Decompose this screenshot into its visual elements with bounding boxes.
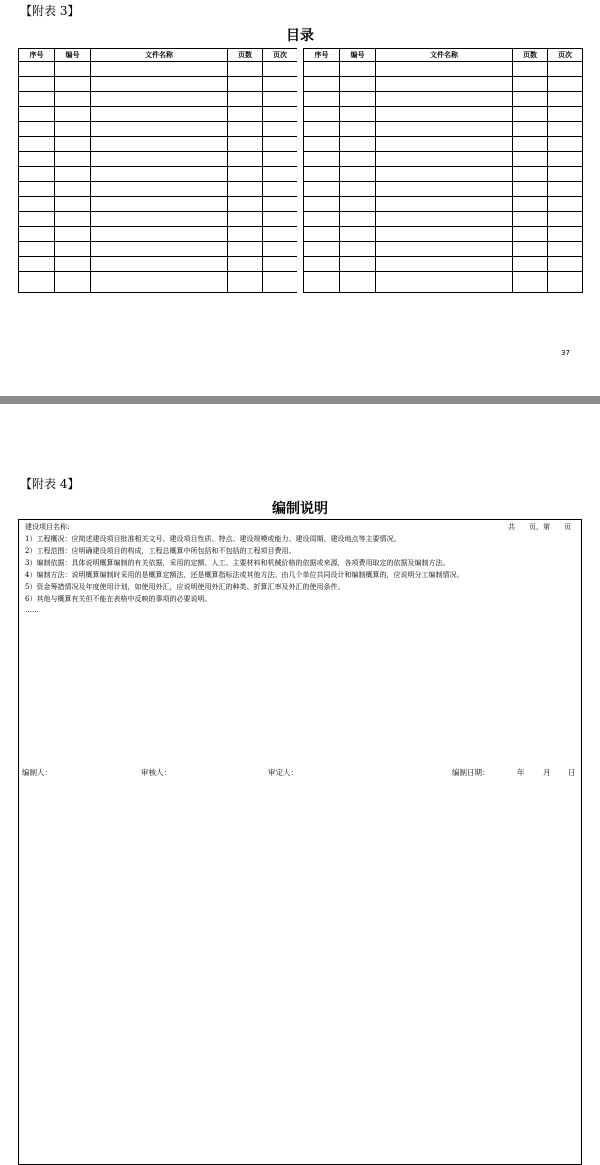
page-info: 共 页，第 页 (508, 523, 571, 531)
table-cell (304, 107, 340, 122)
catalog-table-left (18, 48, 298, 293)
table-cell (513, 137, 548, 152)
table-cell (91, 122, 228, 137)
table-cell (548, 77, 583, 92)
table-cell (91, 62, 228, 77)
date-day: 日 (568, 768, 576, 777)
table-cell (91, 257, 228, 272)
table-cell (91, 197, 228, 212)
table-cell (55, 197, 91, 212)
table-cell (340, 152, 376, 167)
table-cell (548, 272, 583, 293)
table-row (19, 77, 298, 92)
table-cell (263, 197, 298, 212)
table-row (19, 107, 298, 122)
table-cell (340, 77, 376, 92)
table-cell (340, 182, 376, 197)
table-cell (228, 227, 263, 242)
table-cell (55, 167, 91, 182)
col-header: 页次 (548, 49, 583, 62)
table-cell (513, 212, 548, 227)
col-header: 编号 (55, 49, 91, 62)
table-row (19, 62, 298, 77)
col-header: 页数 (513, 49, 548, 62)
date-label: 编制日期： (452, 768, 490, 777)
description-line: 4）编制方法：说明概算编制时采用的是概算定额法，还是概算指标法或其他方法。由几个单位共同设计和编制概算的，应说明分工编制情况。 (25, 571, 464, 579)
table-cell (19, 167, 55, 182)
table-cell (548, 92, 583, 107)
table-cell (376, 122, 513, 137)
table-cell (304, 152, 340, 167)
table-cell (304, 272, 340, 293)
table-cell (55, 257, 91, 272)
table-cell (228, 122, 263, 137)
table-cell (513, 197, 548, 212)
table-cell (91, 137, 228, 152)
table-cell (304, 62, 340, 77)
table-row (304, 272, 583, 293)
table-cell (304, 122, 340, 137)
table-cell (91, 152, 228, 167)
table-cell (513, 227, 548, 242)
table-cell (376, 197, 513, 212)
table-row (19, 137, 298, 152)
table-cell (19, 152, 55, 167)
table-cell (304, 227, 340, 242)
table-cell (228, 137, 263, 152)
description-line: 2）工程范围：应明确建设项目的构成，工程总概算中所包括和不包括的工程项目费用。 (25, 547, 296, 555)
table-cell (548, 182, 583, 197)
table-cell (228, 242, 263, 257)
table-cell (19, 182, 55, 197)
table-cell (91, 167, 228, 182)
table-cell (340, 257, 376, 272)
reviewer-label: 审核人： (141, 768, 171, 777)
table-cell (376, 137, 513, 152)
table-cell (55, 137, 91, 152)
col-header: 序号 (304, 49, 340, 62)
table-cell (91, 77, 228, 92)
table-cell (263, 167, 298, 182)
table-row (19, 152, 298, 167)
table-cell (513, 257, 548, 272)
table-cell (340, 197, 376, 212)
table-row (19, 122, 298, 137)
table-cell (228, 92, 263, 107)
table-cell (55, 227, 91, 242)
table-cell (376, 62, 513, 77)
table-cell (340, 242, 376, 257)
table-cell (513, 272, 548, 293)
table-cell (19, 62, 55, 77)
table-cell (548, 122, 583, 137)
table-cell (376, 272, 513, 293)
col-header: 页数 (228, 49, 263, 62)
table-row (19, 197, 298, 212)
table-cell (304, 182, 340, 197)
table-row (19, 212, 298, 227)
table-cell (263, 212, 298, 227)
table-row (304, 227, 583, 242)
table-cell (548, 62, 583, 77)
page-title: 编制说明 (272, 501, 328, 517)
table-row (19, 167, 298, 182)
page-number: 37 (561, 349, 570, 357)
description-line: 3）编制依据：具体说明概算编制的有关依据，采用的定额、人工、主要材料和机械价格的依据或来源，各项费用取定的依据及编制方法。 (25, 559, 450, 567)
table-cell (376, 242, 513, 257)
table-cell (19, 137, 55, 152)
page-description (0, 404, 600, 793)
appendix-tag: 【附表 3】 (20, 4, 80, 18)
table-cell (304, 77, 340, 92)
table-cell (513, 182, 548, 197)
table-row (19, 227, 298, 242)
table-cell (91, 182, 228, 197)
table-row (304, 182, 583, 197)
table-cell (513, 167, 548, 182)
date-year: 年 (517, 768, 525, 777)
table-cell (340, 137, 376, 152)
table-cell (91, 227, 228, 242)
table-cell (19, 257, 55, 272)
table-row (304, 242, 583, 257)
table-cell (340, 212, 376, 227)
table-cell (228, 182, 263, 197)
table-row (304, 197, 583, 212)
page-37 (0, 0, 600, 396)
table-cell (55, 62, 91, 77)
table-cell (55, 242, 91, 257)
col-header: 文件名称 (91, 49, 228, 62)
table-cell (91, 242, 228, 257)
table-cell (263, 122, 298, 137)
table-cell (228, 212, 263, 227)
page-separator (0, 396, 600, 404)
table-row (19, 257, 298, 272)
description-line: 6）其他与概算有关但不能在表格中反映的事项的必要说明。 (25, 595, 212, 603)
table-cell (263, 257, 298, 272)
table-row (304, 77, 583, 92)
table-cell (228, 167, 263, 182)
description-line: 5）资金筹措情况及年度使用计划，如使用外汇，应说明使用外汇的种类、折算汇率及外汇的使用条件。 (25, 583, 345, 591)
table-cell (228, 272, 263, 293)
table-cell (376, 212, 513, 227)
col-header: 页次 (263, 49, 298, 62)
table-cell (548, 242, 583, 257)
table-row (304, 92, 583, 107)
table-cell (548, 257, 583, 272)
table-cell (340, 167, 376, 182)
table-cell (548, 137, 583, 152)
table-row (19, 182, 298, 197)
table-cell (263, 137, 298, 152)
table-row (304, 257, 583, 272)
table-cell (19, 212, 55, 227)
table-cell (304, 257, 340, 272)
col-header: 文件名称 (376, 49, 513, 62)
table-cell (304, 167, 340, 182)
table-cell (376, 107, 513, 122)
table-cell (263, 107, 298, 122)
table-cell (263, 182, 298, 197)
table-cell (340, 227, 376, 242)
table-cell (228, 62, 263, 77)
col-header: 编号 (340, 49, 376, 62)
table-row (304, 167, 583, 182)
table-cell (19, 227, 55, 242)
table-cell (19, 92, 55, 107)
table-cell (376, 182, 513, 197)
table-cell (513, 107, 548, 122)
table-cell (263, 272, 298, 293)
table-cell (304, 197, 340, 212)
table-row (19, 272, 298, 293)
table-cell (55, 182, 91, 197)
table-cell (304, 137, 340, 152)
table-cell (513, 122, 548, 137)
col-header: 序号 (19, 49, 55, 62)
table-cell (513, 242, 548, 257)
table-cell (263, 242, 298, 257)
table-cell (513, 92, 548, 107)
table-cell (513, 152, 548, 167)
table-cell (340, 92, 376, 107)
table-cell (19, 272, 55, 293)
table-cell (55, 92, 91, 107)
table-cell (19, 122, 55, 137)
table-cell (228, 152, 263, 167)
table-cell (376, 92, 513, 107)
table-cell (55, 152, 91, 167)
table-cell (55, 77, 91, 92)
table-cell (228, 107, 263, 122)
table-cell (513, 77, 548, 92)
table-cell (548, 197, 583, 212)
table-cell (376, 152, 513, 167)
table-cell (19, 242, 55, 257)
table-cell (228, 77, 263, 92)
catalog-table-right (303, 48, 583, 293)
table-row (19, 92, 298, 107)
table-cell (548, 167, 583, 182)
table-cell (91, 107, 228, 122)
description-line: 1）工程概况：应简述建设项目批准相关文号、建设项目性质、特点、建设规模或能力、建设周期、建设地点等主要情况。 (25, 535, 401, 543)
description-box (18, 519, 582, 1165)
table-cell (340, 272, 376, 293)
table-row (304, 107, 583, 122)
table-row (304, 122, 583, 137)
table-row (304, 62, 583, 77)
table-cell (91, 272, 228, 293)
table-cell (228, 257, 263, 272)
table-cell (376, 77, 513, 92)
table-cell (55, 272, 91, 293)
table-cell (91, 212, 228, 227)
table-cell (263, 77, 298, 92)
table-cell (304, 92, 340, 107)
table-row (304, 137, 583, 152)
table-cell (19, 107, 55, 122)
table-cell (55, 212, 91, 227)
table-cell (376, 227, 513, 242)
table-cell (263, 227, 298, 242)
table-row (304, 212, 583, 227)
table-cell (263, 92, 298, 107)
table-row (19, 242, 298, 257)
table-cell (263, 152, 298, 167)
page-title: 目录 (286, 28, 314, 44)
table-cell (376, 167, 513, 182)
description-ellipsis: …… (25, 606, 39, 614)
table-cell (304, 212, 340, 227)
table-cell (340, 107, 376, 122)
table-cell (91, 92, 228, 107)
table-cell (19, 197, 55, 212)
table-cell (19, 77, 55, 92)
table-cell (304, 242, 340, 257)
appendix-tag: 【附表 4】 (20, 477, 80, 491)
table-cell (548, 107, 583, 122)
approver-label: 审定人： (268, 768, 298, 777)
table-cell (548, 212, 583, 227)
table-cell (228, 197, 263, 212)
table-cell (376, 257, 513, 272)
table-cell (340, 62, 376, 77)
table-cell (340, 122, 376, 137)
table-cell (55, 122, 91, 137)
table-cell (263, 62, 298, 77)
table-cell (55, 107, 91, 122)
table-cell (548, 227, 583, 242)
project-name-label: 建设项目名称: (25, 523, 70, 531)
table-row (304, 152, 583, 167)
table-cell (548, 152, 583, 167)
date-month: 月 (543, 768, 551, 777)
compiler-label: 编制人： (22, 768, 52, 777)
table-cell (513, 62, 548, 77)
